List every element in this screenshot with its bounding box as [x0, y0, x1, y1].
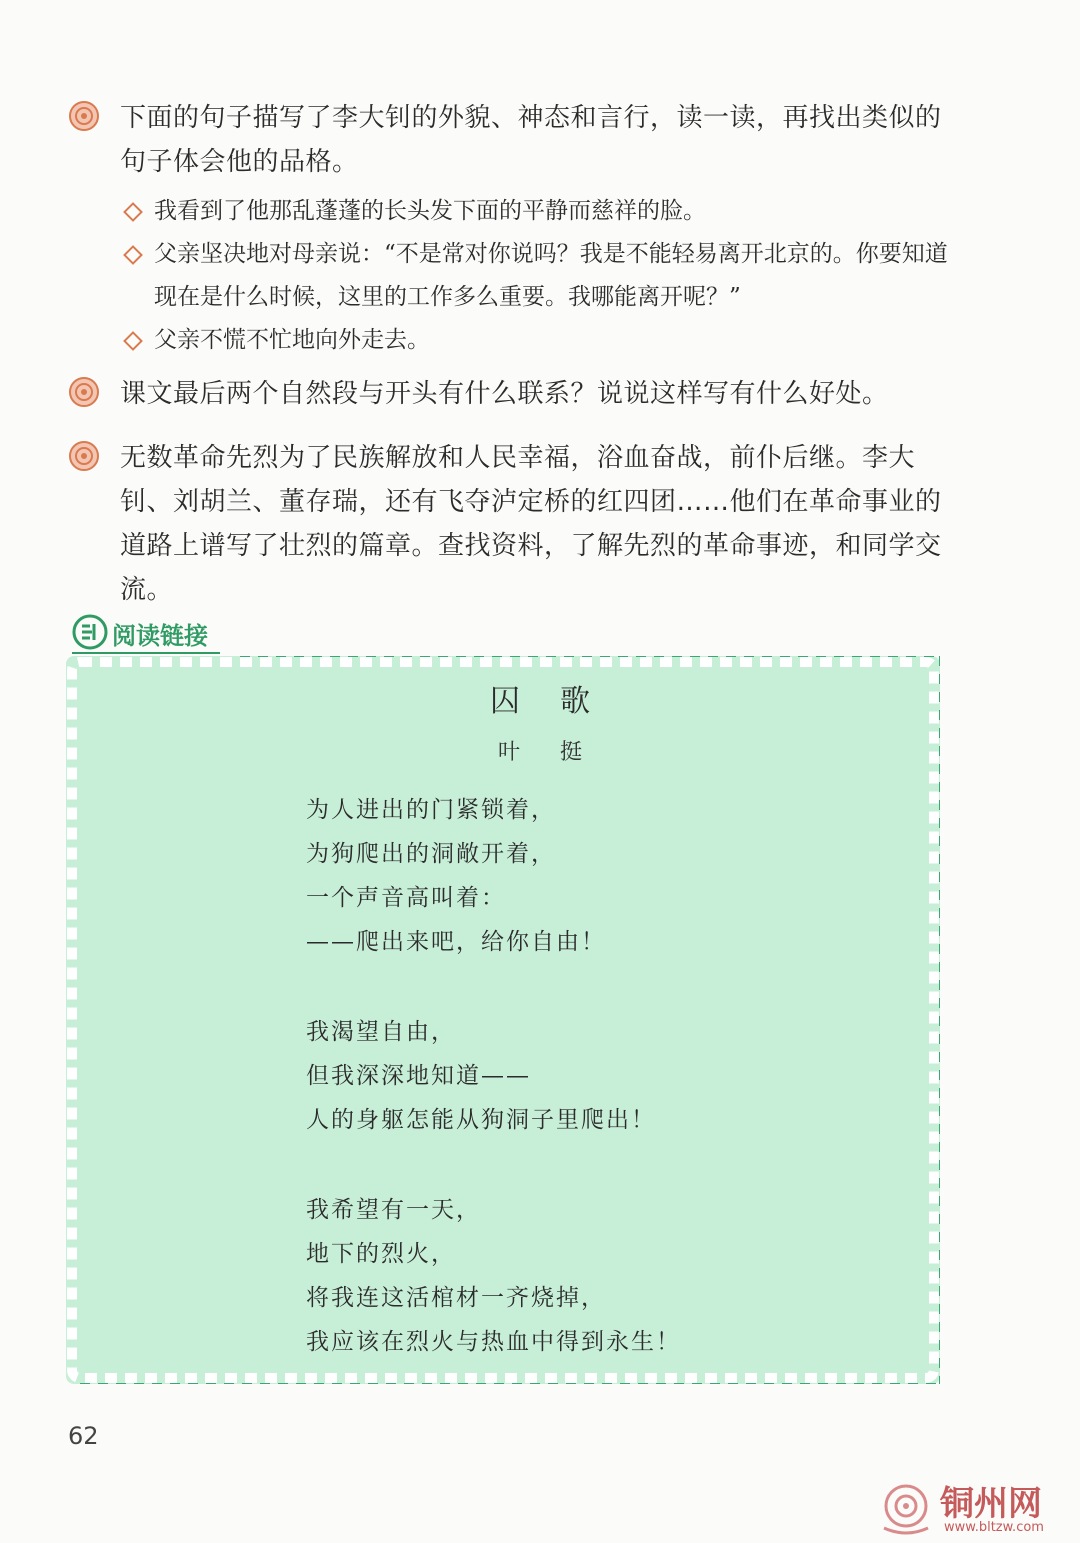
- poem-line: 为人进出的门紧锁着，: [306, 797, 556, 823]
- sentence-item: [122, 319, 952, 362]
- question-2: [68, 372, 948, 416]
- poem-line: 人的身躯怎能从狗洞子里爬出！: [306, 1107, 656, 1133]
- poem-line: 我希望有一天，: [306, 1197, 481, 1223]
- poem-line: 为狗爬出的洞敞开着，: [306, 841, 556, 867]
- poem-line: 地下的烈火，: [306, 1241, 456, 1267]
- sentence-item: [122, 233, 952, 319]
- header-underline: [72, 652, 220, 654]
- poem-line: 但我深深地知道——: [306, 1063, 531, 1089]
- question-3: [68, 436, 948, 612]
- poem-title: 囚歌: [490, 684, 630, 719]
- reading-link-label: 阅读链接: [112, 622, 208, 650]
- question-text: 无数革命先烈为了民族解放和人民幸福，浴血奋战，前仆后继。李大钊、刘胡兰、董存瑞，还有飞夺泸定桥的红四团……他们在革命事业的道路上谱写了壮烈的篇章。查找资料，了解先烈的革命事迹，和同学交流。: [120, 443, 942, 605]
- seal-bullet-icon: [68, 376, 100, 408]
- question-text: 下面的句子描写了李大钊的外貌、神态和言行，读一读，再找出类似的句子体会他的品格。: [120, 103, 942, 177]
- book-circle-icon: [72, 614, 108, 650]
- question-text: 课文最后两个自然段与开头有什么联系？说说这样写有什么好处。: [120, 379, 889, 409]
- question-1: [68, 96, 948, 184]
- seal-bullet-icon: [68, 440, 100, 472]
- page-number: 62: [68, 1422, 99, 1450]
- poem-stanza-3: [306, 1188, 681, 1364]
- poem-line: 我应该在烈火与热血中得到永生！: [306, 1329, 681, 1355]
- sentence-text: 父亲坚决地对母亲说：“不是常对你说吗？我是不能轻易离开北京的。你要知道现在是什么时候，这里的工作多么重要。我哪能离开呢？”: [154, 241, 948, 310]
- watermark: [878, 1476, 1074, 1540]
- poem-stanza-2: [306, 1010, 656, 1142]
- sentence-text: 父亲不慌不忙地向外走去。: [154, 327, 430, 353]
- diamond-bullet-icon: [123, 331, 143, 351]
- seal-bullet-icon: [68, 100, 100, 132]
- poem-stanza-1: [306, 788, 606, 964]
- poem-line: 一个声音高叫着：: [306, 885, 506, 911]
- example-sentences: [122, 190, 952, 362]
- watermark-url: www.bltzw.com: [944, 1520, 1044, 1535]
- diamond-bullet-icon: [123, 245, 143, 265]
- poem-line: ——爬出来吧，给你自由！: [306, 929, 606, 955]
- diamond-bullet-icon: [123, 202, 143, 222]
- poem-line: 我渴望自由，: [306, 1019, 456, 1045]
- watermark-logo-icon: [878, 1480, 934, 1536]
- sentence-text: 我看到了他那乱蓬蓬的长头发下面的平静而慈祥的脸。: [154, 198, 706, 224]
- poem-author: 叶挺: [497, 740, 622, 765]
- sentence-item: [122, 190, 952, 233]
- watermark-name: 铜州网: [940, 1484, 1042, 1524]
- poem-line: 将我连这活棺材一齐烧掉，: [306, 1285, 606, 1311]
